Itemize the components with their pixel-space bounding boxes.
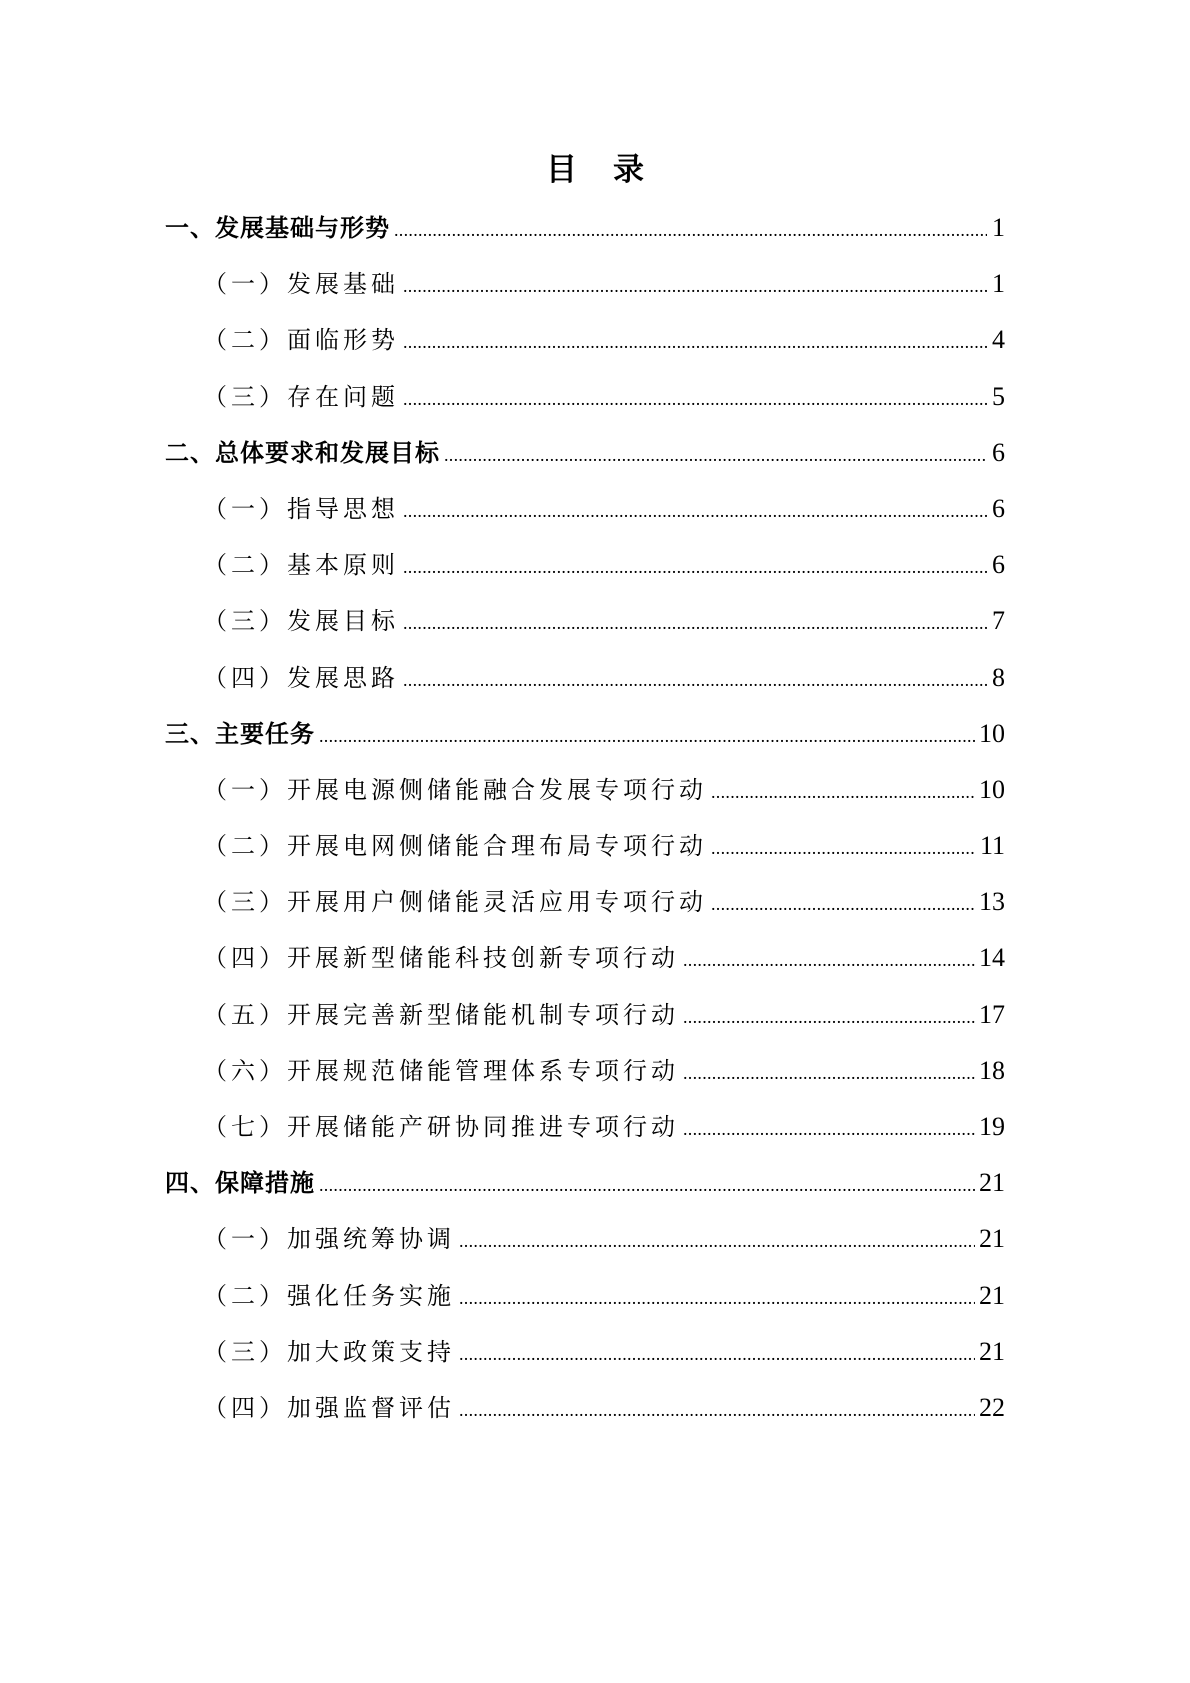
toc-entry-label: （二）开展电网侧储能合理布局专项行动 (203, 832, 707, 861)
toc-section-entry[interactable] (165, 550, 1005, 606)
toc-entry-label: 三、主要任务 (165, 719, 315, 748)
toc-entry-label: （七）开展储能产研协同推进专项行动 (203, 1113, 679, 1141)
toc-page-number: 21 (979, 1224, 1005, 1254)
toc-page-number: 1 (992, 269, 1005, 299)
toc-page-number: 21 (979, 1168, 1005, 1198)
toc-dot-leader (459, 1339, 975, 1369)
toc-section-entry[interactable] (165, 1000, 1005, 1056)
toc-page-number: 10 (979, 718, 1005, 748)
toc-dot-leader (403, 271, 987, 301)
toc-page-number: 1 (992, 213, 1005, 242)
toc-dot-leader (683, 1058, 975, 1088)
toc-dot-leader (403, 665, 987, 695)
toc-section-entry[interactable] (165, 606, 1005, 662)
toc-dot-leader (711, 889, 975, 919)
toc-entry-label: 二、总体要求和发展目标 (165, 438, 440, 467)
toc-entry-label: 四、保障措施 (165, 1169, 315, 1198)
toc-section-entry[interactable] (165, 494, 1005, 550)
toc-dot-leader (711, 777, 975, 807)
toc-entry-label: （六）开展规范储能管理体系专项行动 (203, 1056, 679, 1085)
toc-entry-label: （一）指导思想 (203, 494, 399, 523)
toc-page-number: 6 (992, 437, 1005, 467)
toc-dot-leader (403, 327, 987, 357)
toc-chapter-entry[interactable] (165, 213, 1005, 269)
toc-page-number: 8 (992, 662, 1005, 692)
toc-dot-leader (459, 1226, 975, 1256)
toc-entry-label: （四）发展思路 (203, 663, 399, 692)
toc-page-number: 17 (979, 999, 1005, 1029)
toc-entry-label: （三）发展目标 (203, 607, 399, 636)
toc-dot-leader (403, 608, 987, 638)
toc-entry-label: 一、发展基础与形势 (165, 214, 390, 242)
toc-section-entry[interactable] (165, 1224, 1005, 1280)
toc-dot-leader (459, 1395, 975, 1425)
toc-dot-leader (319, 721, 975, 751)
toc-page-number: 21 (979, 1280, 1005, 1310)
table-of-contents (165, 213, 1005, 1449)
toc-dot-leader (459, 1283, 975, 1313)
toc-section-entry[interactable] (165, 382, 1005, 438)
toc-dot-leader (403, 496, 987, 526)
toc-section-entry[interactable] (165, 325, 1005, 381)
toc-dot-leader (711, 833, 976, 863)
toc-entry-label: （三）开展用户侧储能灵活应用专项行动 (203, 888, 707, 917)
toc-entry-label: （三）加大政策支持 (203, 1337, 455, 1366)
toc-section-entry[interactable] (165, 1056, 1005, 1112)
toc-section-entry[interactable] (165, 1281, 1005, 1337)
toc-chapter-entry[interactable] (165, 438, 1005, 494)
toc-entry-label: （四）加强监督评估 (203, 1393, 455, 1422)
toc-dot-leader (319, 1170, 975, 1200)
toc-entry-label: （一）发展基础 (203, 270, 399, 299)
toc-chapter-entry[interactable] (165, 1168, 1005, 1224)
toc-page-number: 10 (979, 774, 1005, 804)
page-title: 目录 (546, 152, 680, 188)
toc-section-entry[interactable] (165, 1393, 1005, 1449)
toc-dot-leader (403, 552, 987, 582)
toc-page-number: 22 (979, 1392, 1005, 1422)
toc-section-entry[interactable] (165, 269, 1005, 325)
toc-section-entry[interactable] (165, 831, 1005, 887)
toc-dot-leader (444, 440, 987, 470)
toc-page-number: 5 (992, 381, 1005, 411)
toc-dot-leader (394, 215, 987, 245)
toc-page-number: 21 (979, 1336, 1005, 1366)
toc-entry-label: （二）面临形势 (203, 326, 399, 355)
toc-page-number: 4 (992, 325, 1005, 355)
toc-dot-leader (683, 1114, 975, 1144)
toc-dot-leader (403, 384, 987, 414)
toc-page-number: 11 (979, 831, 1005, 861)
toc-section-entry[interactable] (165, 1337, 1005, 1393)
toc-page-number: 13 (979, 887, 1005, 917)
toc-section-entry[interactable] (165, 943, 1005, 999)
toc-page-number: 7 (992, 606, 1005, 636)
toc-section-entry[interactable] (165, 1112, 1005, 1168)
toc-entry-label: （三）存在问题 (203, 382, 399, 411)
toc-entry-label: （二）强化任务实施 (203, 1281, 455, 1310)
toc-page-number: 6 (992, 550, 1005, 580)
toc-page-number: 14 (979, 943, 1005, 973)
toc-entry-label: （一）加强统筹协调 (203, 1225, 455, 1254)
toc-entry-label: （二）基本原则 (203, 551, 399, 580)
toc-page-number: 18 (979, 1055, 1005, 1085)
toc-section-entry[interactable] (165, 887, 1005, 943)
toc-entry-label: （四）开展新型储能科技创新专项行动 (203, 944, 679, 973)
toc-section-entry[interactable] (165, 663, 1005, 719)
toc-page-number: 6 (992, 493, 1005, 523)
toc-dot-leader (683, 945, 975, 975)
toc-page-number: 19 (979, 1112, 1005, 1141)
toc-section-entry[interactable] (165, 775, 1005, 831)
toc-entry-label: （一）开展电源侧储能融合发展专项行动 (203, 775, 707, 804)
toc-chapter-entry[interactable] (165, 719, 1005, 775)
toc-dot-leader (683, 1002, 975, 1032)
toc-entry-label: （五）开展完善新型储能机制专项行动 (203, 1000, 679, 1029)
